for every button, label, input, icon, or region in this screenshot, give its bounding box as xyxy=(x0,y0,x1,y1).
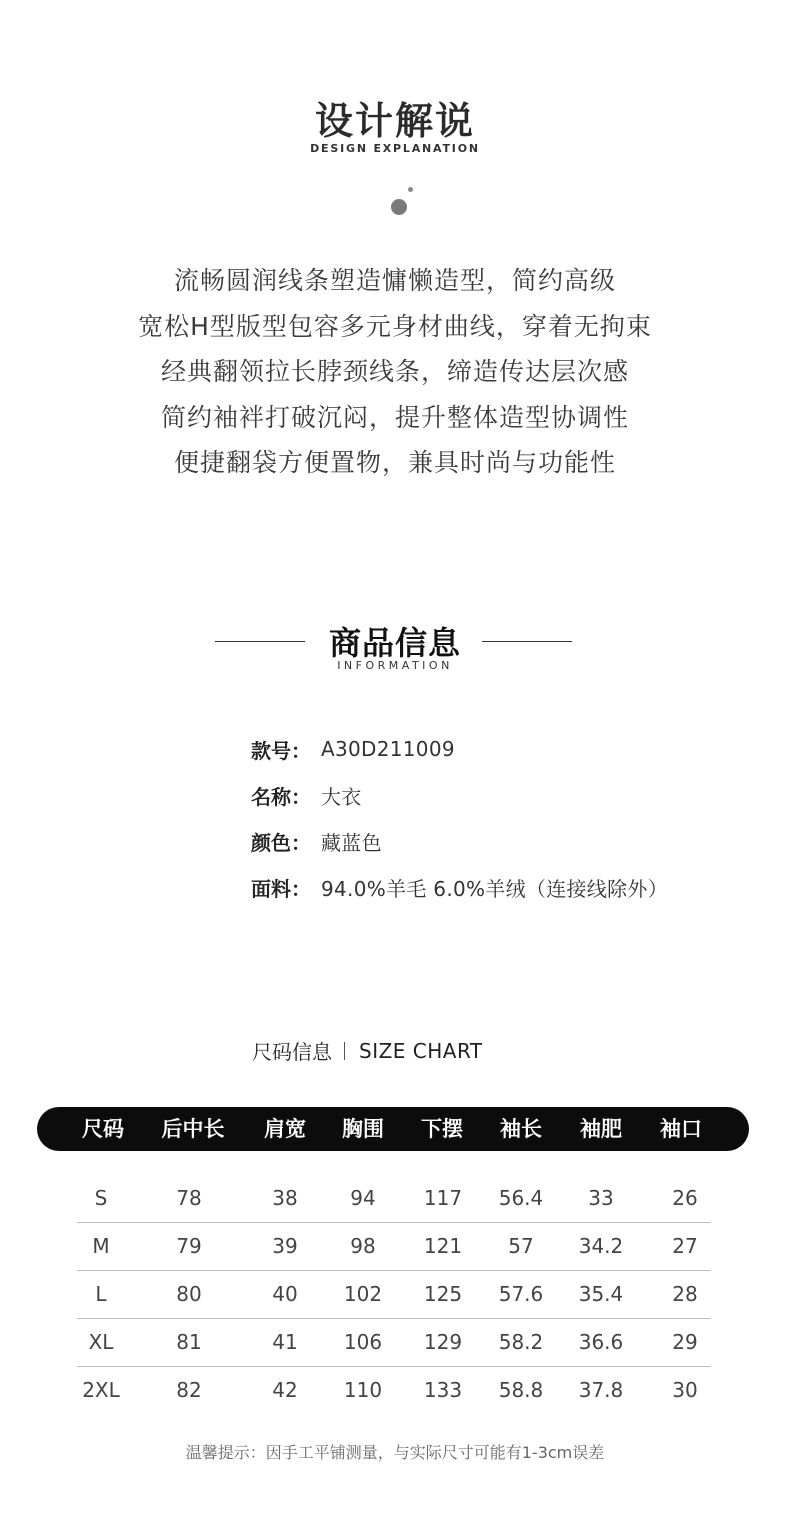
design-line: 便捷翻袋方便置物，兼具时尚与功能性 xyxy=(173,448,616,477)
info-title: 商品信息 xyxy=(328,624,461,662)
table-cell: 57 xyxy=(508,1234,534,1258)
table-cell: 94 xyxy=(350,1186,376,1210)
column-header: 袖长 xyxy=(500,1117,542,1141)
design-line: 流畅圆润线条塑造慵懒造型，简约高级 xyxy=(173,266,616,295)
heading-separator xyxy=(344,1042,345,1060)
table-cell: 129 xyxy=(423,1330,463,1354)
table-cell: 2XL xyxy=(82,1378,120,1402)
info-row-color xyxy=(251,818,668,864)
table-cell: 34.2 xyxy=(578,1234,624,1258)
size-chart-heading xyxy=(252,1036,483,1065)
column-header: 胸围 xyxy=(342,1117,384,1141)
design-title: 设计解说 xyxy=(314,99,475,143)
table-cell: 78 xyxy=(176,1186,202,1210)
column-header: 下摆 xyxy=(421,1117,463,1141)
table-row xyxy=(77,1319,711,1367)
column-header: 袖口 xyxy=(660,1117,702,1141)
size-chart-heading-en: SIZE CHART xyxy=(359,1038,483,1063)
table-row xyxy=(77,1367,711,1414)
table-cell: 117 xyxy=(423,1186,463,1210)
table-cell: 26 xyxy=(672,1186,698,1210)
table-cell: 38 xyxy=(272,1186,298,1210)
product-info-list xyxy=(251,726,668,910)
info-value: 藏蓝色 xyxy=(321,830,382,855)
info-value: 94.0%羊毛 6.0%羊绒（连接线除外） xyxy=(321,876,669,901)
info-subtitle: INFORMATION xyxy=(337,659,453,672)
table-cell: 82 xyxy=(176,1378,202,1402)
table-cell: 40 xyxy=(272,1282,298,1306)
info-label: 颜色： xyxy=(251,830,311,855)
table-cell: 81 xyxy=(176,1330,202,1354)
table-cell: 41 xyxy=(272,1330,298,1354)
table-cell: 102 xyxy=(343,1282,383,1306)
design-subtitle: DESIGN EXPLANATION xyxy=(310,142,480,155)
table-cell: 58.8 xyxy=(498,1378,544,1402)
table-cell: 106 xyxy=(343,1330,383,1354)
design-description xyxy=(0,258,790,486)
info-label: 名称： xyxy=(251,784,311,809)
design-line: 简约袖袢打破沉闷，提升整体造型协调性 xyxy=(160,402,629,432)
table-cell: M xyxy=(92,1234,110,1258)
info-value: A30D211009 xyxy=(321,737,455,761)
size-chart-heading-cn: 尺码信息 xyxy=(252,1040,332,1064)
table-cell: 27 xyxy=(672,1234,698,1258)
column-header: 尺码 xyxy=(82,1117,124,1141)
table-cell: 42 xyxy=(272,1378,298,1402)
info-label: 款号： xyxy=(251,738,311,763)
table-cell: 28 xyxy=(672,1282,698,1306)
table-cell: 80 xyxy=(176,1282,202,1306)
table-cell: 58.2 xyxy=(498,1330,544,1354)
table-row xyxy=(77,1175,711,1223)
size-table-header xyxy=(37,1107,749,1151)
decorative-dot xyxy=(391,199,407,215)
info-row-fabric xyxy=(251,864,668,910)
table-cell: 57.6 xyxy=(498,1282,544,1306)
table-cell: XL xyxy=(88,1330,114,1354)
column-header: 后中长 xyxy=(161,1117,225,1141)
table-cell: S xyxy=(94,1186,108,1210)
table-cell: 79 xyxy=(176,1234,202,1258)
table-cell: 37.8 xyxy=(578,1378,624,1402)
info-row-style-number xyxy=(251,726,668,772)
table-cell: 35.4 xyxy=(578,1282,624,1306)
table-cell: 133 xyxy=(423,1378,463,1402)
table-cell: 29 xyxy=(672,1330,698,1354)
column-header: 肩宽 xyxy=(264,1117,306,1141)
design-line: 宽松H型版型包容多元身材曲线，穿着无拘束 xyxy=(138,311,652,341)
table-cell: 33 xyxy=(588,1186,614,1210)
table-cell: 56.4 xyxy=(498,1186,544,1210)
table-cell: 30 xyxy=(672,1378,698,1402)
info-value: 大衣 xyxy=(321,784,362,809)
decorative-dot-small xyxy=(408,187,413,192)
table-row xyxy=(77,1223,711,1271)
table-cell: 121 xyxy=(423,1234,463,1258)
design-line: 经典翻领拉长脖颈线条，缔造传达层次感 xyxy=(160,357,629,386)
table-cell: 36.6 xyxy=(578,1330,624,1354)
table-row xyxy=(77,1271,711,1319)
table-cell: 125 xyxy=(423,1282,463,1306)
table-cell: 98 xyxy=(350,1234,376,1258)
measurement-note: 温馨提示：因手工平铺测量，与实际尺寸可能有1-3cm误差 xyxy=(185,1443,605,1462)
table-cell: 39 xyxy=(272,1234,298,1258)
table-cell: 110 xyxy=(343,1378,383,1402)
info-label: 面料： xyxy=(251,876,311,901)
size-table-body xyxy=(77,1175,711,1414)
info-row-name xyxy=(251,772,668,818)
column-header: 袖肥 xyxy=(580,1117,622,1141)
table-cell: L xyxy=(95,1282,107,1306)
